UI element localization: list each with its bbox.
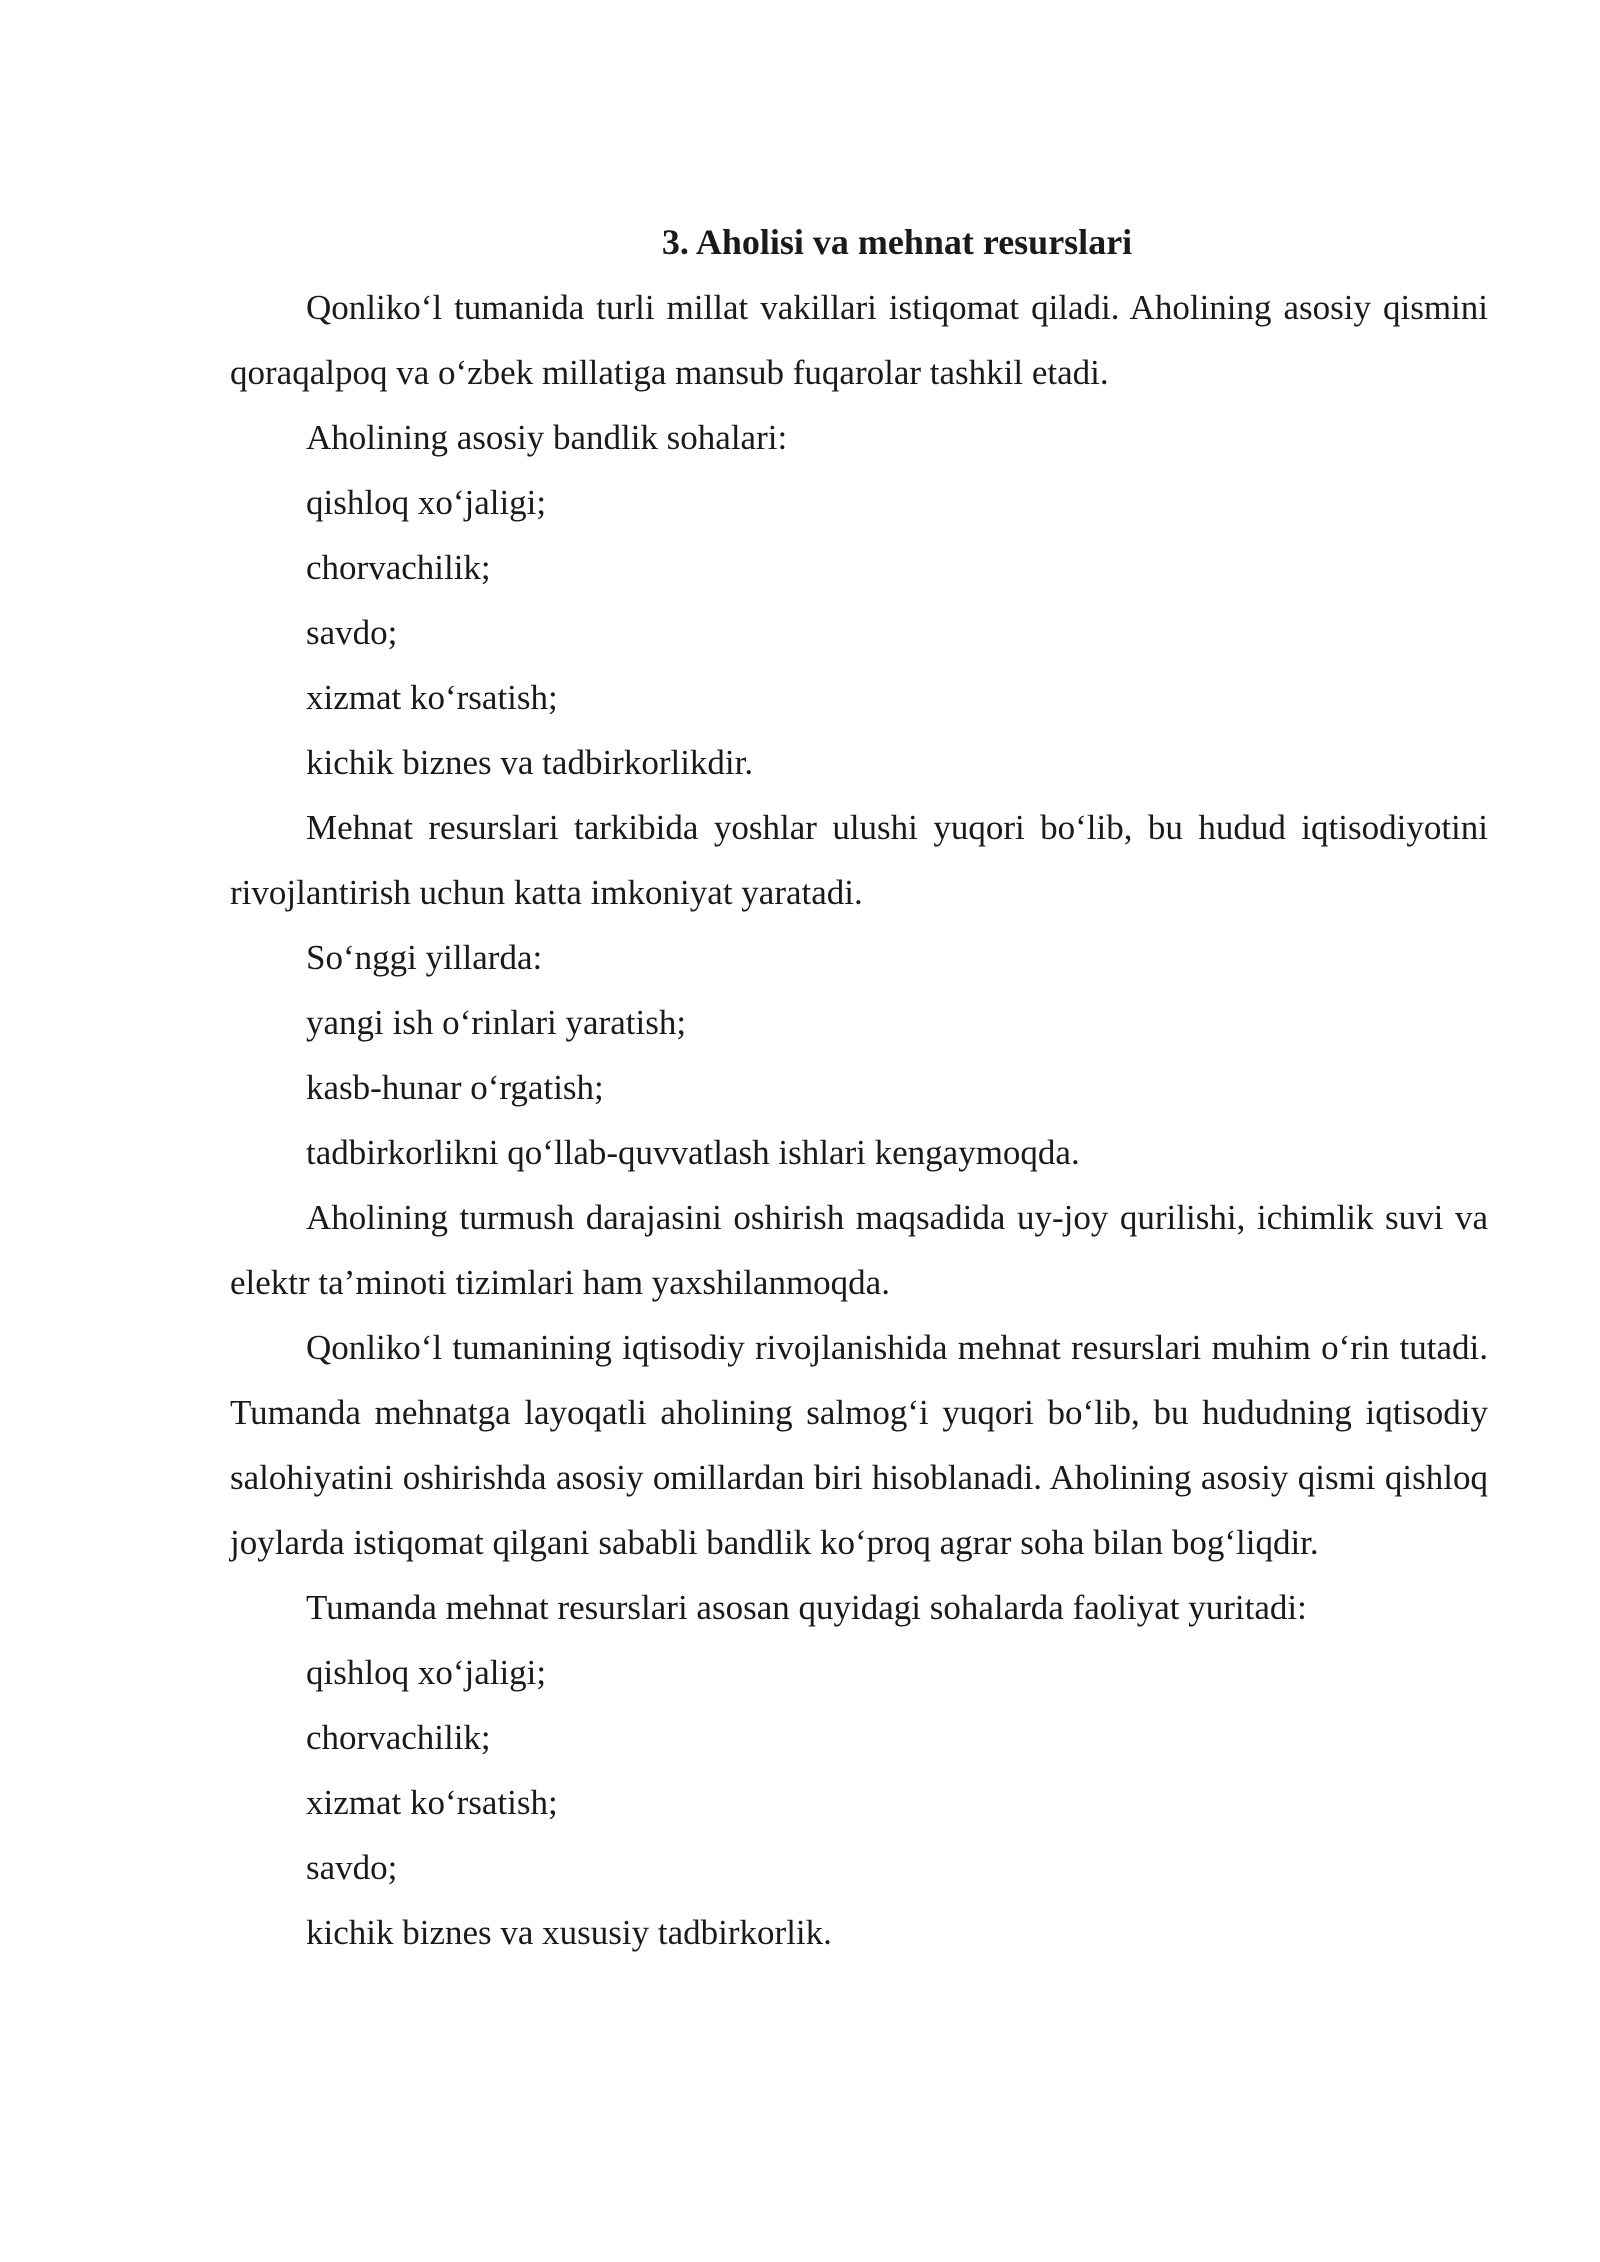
paragraph-labor-resources-role: Qonliko‘l tumanining iqtisodiy rivojlanishida mehnat resurslari muhim o‘rin tutadi. Tumanda mehnatga layoqatli aholining salmog‘i yuqori bo‘lib, bu hududning iqtisodiy salohiyatini oshirishda asosiy omillardan biri hisoblanadi. Aholining asosiy qismi qishloq joylarda istiqomat qilgani sababli bandlik ko‘proq agrar soha bilan bog‘liqdir. <box>230 1328 1488 1562</box>
section-heading: 3. Aholisi va mehnat resurslari <box>661 222 1133 262</box>
list-item: savdo; <box>306 1848 398 1887</box>
paragraph-employment-sectors-intro: Aholining asosiy bandlik sohalari: <box>306 418 788 457</box>
recent-initiatives-list <box>230 990 1488 1185</box>
paragraph-youth-share: Mehnat resurslari tarkibida yoshlar ulushi yuqori bo‘lib, bu hudud iqtisodiyotini rivojlantirish uchun katta imkoniyat yaratadi. <box>230 808 1488 912</box>
list-item: qishloq xo‘jaligi; <box>306 1653 547 1692</box>
list-item: chorvachilik; <box>306 1718 491 1757</box>
paragraph-ethnic-composition: Qonliko‘l tumanida turli millat vakillari istiqomat qiladi. Aholining asosiy qismini qoraqalpoq va o‘zbek millatiga mansub fuqarolar tashkil etadi. <box>230 288 1488 392</box>
paragraph-labor-sectors-intro: Tumanda mehnat resurslari asosan quyidagi sohalarda faoliyat yuritadi: <box>306 1588 1307 1627</box>
list-item: qishloq xo‘jaligi; <box>306 483 547 522</box>
labor-sectors-list <box>230 1640 1488 1965</box>
list-item: savdo; <box>306 613 398 652</box>
list-item: xizmat ko‘rsatish; <box>306 1783 558 1822</box>
paragraph-living-standards: Aholining turmush darajasini oshirish maqsadida uy-joy qurilishi, ichimlik suvi va elektr ta’minoti tizimlari ham yaxshilanmoqda. <box>230 1198 1488 1302</box>
list-item: kichik biznes va tadbirkorlikdir. <box>306 743 754 782</box>
list-item: xizmat ko‘rsatish; <box>306 678 558 717</box>
list-item: kasb-hunar o‘rgatish; <box>306 1068 604 1107</box>
list-item: kichik biznes va xususiy tadbirkorlik. <box>306 1913 832 1952</box>
employment-sectors-list <box>230 470 1488 795</box>
list-item: tadbirkorlikni qo‘llab-quvvatlash ishlari kengaymoqda. <box>306 1133 1080 1172</box>
list-item: yangi ish o‘rinlari yaratish; <box>306 1003 687 1042</box>
paragraph-recent-years-intro: So‘nggi yillarda: <box>306 938 543 977</box>
list-item: chorvachilik; <box>306 548 491 587</box>
document-body <box>230 210 1488 1965</box>
